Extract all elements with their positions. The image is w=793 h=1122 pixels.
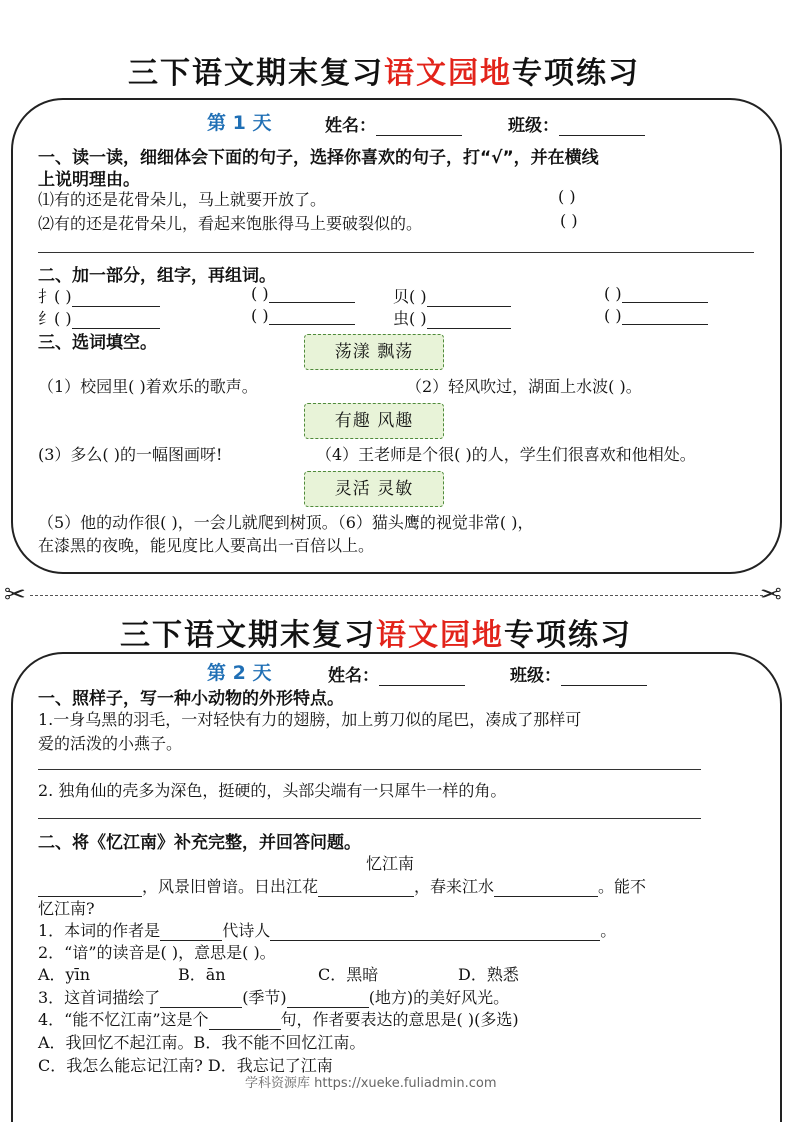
poem-title: 忆江南 [366, 854, 415, 873]
name-blank[interactable] [376, 117, 462, 136]
class-label [510, 661, 647, 686]
scissors-icon: ✂ [760, 580, 782, 610]
class-label-text: 班级： [510, 666, 561, 686]
answer-blank[interactable] [160, 922, 222, 941]
word-blank[interactable] [269, 306, 355, 325]
question-text: (季节) [242, 988, 287, 1007]
sheet2-title [120, 610, 632, 654]
q2-char: 贝( ) [393, 287, 427, 306]
class-label [508, 111, 645, 136]
q2-title: 二、加一部分，组字，再组词。 [38, 266, 276, 286]
cut-line [30, 595, 763, 596]
question-4-options-2: C．我怎么能忘记江南? D．我忘记了江南 [38, 1056, 333, 1075]
q2-char: 虫( ) [393, 309, 427, 328]
word-blank[interactable] [622, 306, 708, 325]
option-c[interactable]: C．黑暗 [318, 965, 379, 984]
question-1 [38, 918, 616, 941]
question-text: 代诗人 [222, 921, 271, 940]
sentence-1: ⑴有的还是花骨朵儿，马上就要开放了。 [38, 190, 327, 209]
fill-4: （4）王老师是个很( )的人，学生们很喜欢和他相处。 [316, 445, 696, 464]
q2-char: 扌( ) [38, 287, 72, 306]
q2-char: ( ) [251, 284, 269, 303]
day-label: 第 1 天 [207, 112, 272, 134]
word-blank[interactable] [72, 310, 160, 329]
title-part: 专项练习 [504, 618, 632, 653]
option-b[interactable]: B．ān [178, 965, 226, 984]
q2-char: 纟( ) [38, 309, 72, 328]
sheet1-title [128, 48, 640, 92]
poem-line-1 [38, 874, 646, 897]
option-d[interactable]: D．熟悉 [458, 965, 519, 984]
question-text: 1．本词的作者是 [38, 921, 161, 940]
question-text: 3．这首词描绘了 [38, 988, 161, 1007]
class-blank[interactable] [561, 667, 647, 686]
answer-blank[interactable] [209, 1011, 281, 1030]
q2-item [393, 306, 511, 329]
fill-5-cont: 在漆黑的夜晚，能见度比人要高出一百倍以上。 [38, 536, 375, 555]
name-label [325, 111, 462, 136]
title-part: 三下语文期末复习 [120, 618, 376, 653]
answer-line[interactable] [38, 818, 701, 819]
fill-2: （2）轻风吹过，湖面上水波( )。 [406, 377, 642, 396]
word-blank[interactable] [622, 284, 708, 303]
word-blank[interactable] [427, 310, 511, 329]
q1-title: 一、读一读，细细体会下面的句子，选择你喜欢的句子，打“√”，并在横线 [38, 148, 599, 168]
name-label-text: 姓名： [328, 666, 379, 686]
title-highlight: 语文园地 [384, 56, 512, 91]
poem-text: 。能不 [598, 877, 647, 896]
reason-line[interactable] [38, 252, 754, 253]
answer-blank[interactable] [287, 989, 369, 1008]
question-4 [38, 1007, 519, 1030]
q2-item [38, 306, 160, 329]
word-blank[interactable] [269, 284, 355, 303]
name-blank[interactable] [379, 667, 465, 686]
answer-paren[interactable]: ( ) [560, 211, 578, 230]
question-3 [38, 985, 509, 1008]
q2-char: ( ) [251, 306, 269, 325]
word-box-1: 荡漾 飘荡 [304, 334, 444, 370]
q2-item [604, 284, 708, 303]
class-label-text: 班级： [508, 116, 559, 136]
class-blank[interactable] [559, 117, 645, 136]
option-a[interactable]: A．yīn [38, 965, 91, 984]
question-text: 4．“能不忆江南”这是个 [38, 1010, 209, 1029]
title-part: 三下语文期末复习 [128, 56, 384, 91]
fill-3: (3）多么( )的一幅图画呀! [38, 445, 223, 464]
answer-line[interactable] [38, 769, 701, 770]
q2-item [38, 284, 160, 307]
answer-blank[interactable] [270, 922, 600, 941]
example-1-cont: 爱的活泼的小燕子。 [38, 734, 183, 753]
word-blank[interactable] [427, 288, 511, 307]
footer-watermark: 学科资源库 https://xueke.fuliadmin.com [245, 1076, 497, 1091]
q2-item [251, 306, 355, 325]
question-text: 句，作者要表达的意思是( )(多选) [280, 1010, 519, 1029]
title-part: 专项练习 [512, 56, 640, 91]
q2-item [604, 306, 708, 325]
word-box-2: 有趣 风趣 [304, 403, 444, 439]
scissors-icon: ✂ [4, 580, 26, 610]
fill-5: （5）他的动作很( )，一会儿就爬到树顶。（6）猫头鹰的视觉非常( )， [38, 513, 534, 532]
word-blank[interactable] [72, 288, 160, 307]
poem-blank[interactable] [38, 878, 142, 897]
question-2: 2．“谙”的读音是( )，意思是( )。 [38, 943, 276, 962]
q2-item [251, 284, 355, 303]
sentence-2: ⑵有的还是花骨朵儿，看起来饱胀得马上要破裂似的。 [38, 214, 423, 233]
title-highlight: 语文园地 [376, 618, 504, 653]
q1-title: 一、照样子，写一种小动物的外形特点。 [38, 689, 344, 709]
answer-paren[interactable]: ( ) [558, 187, 576, 206]
poem-text: ，风景旧曾谙。日出江花 [142, 877, 319, 896]
name-label-text: 姓名： [325, 116, 376, 136]
poem-blank[interactable] [318, 878, 414, 897]
poem-text: ，春来江水 [414, 877, 495, 896]
day-label: 第 2 天 [207, 662, 272, 684]
fill-1: （1）校园里( )着欢乐的歌声。 [38, 377, 258, 396]
question-text: 。 [600, 921, 617, 940]
q2-title: 二、将《忆江南》补充完整，并回答问题。 [38, 833, 361, 853]
poem-blank[interactable] [494, 878, 598, 897]
question-text: (地方)的美好风光。 [368, 988, 510, 1007]
q2-item [393, 284, 511, 307]
answer-blank[interactable] [160, 989, 242, 1008]
q3-title: 三、选词填空。 [38, 333, 157, 353]
q1-title-cont: 上说明理由。 [38, 170, 140, 190]
q2-char: ( ) [604, 284, 622, 303]
word-box-3: 灵活 灵敏 [304, 471, 444, 507]
name-label [328, 661, 465, 686]
example-2: 2. 独角仙的壳多为深色，挺硬的，头部尖端有一只犀牛一样的角。 [38, 781, 507, 800]
example-1: 1.一身乌黑的羽毛，一对轻快有力的翅膀，加上剪刀似的尾巴，凑成了那样可 [38, 710, 582, 729]
q2-char: ( ) [604, 306, 622, 325]
poem-line-2: 忆江南? [38, 899, 95, 918]
question-4-options-1: A．我回忆不起江南。B．我不能不回忆江南。 [38, 1033, 366, 1052]
